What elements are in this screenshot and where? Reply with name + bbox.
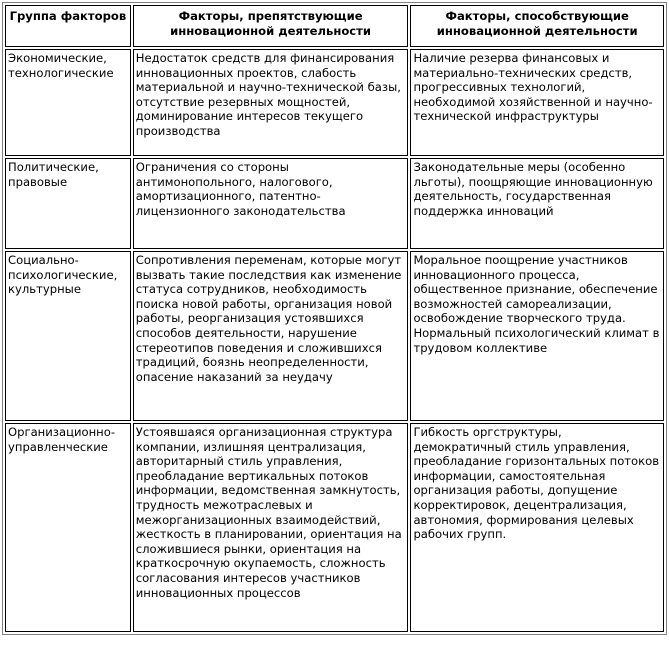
group-cell: Социально-психологические, культурные bbox=[5, 251, 131, 421]
table-row-social bbox=[5, 251, 664, 421]
group-cell: Политические, правовые bbox=[5, 158, 131, 249]
header-row bbox=[5, 5, 664, 47]
impeding-cell: Недостаток средств для финансирования инновационных проектов, слабость материальной и научно-технической базы, отсутствие резервных мощностей, доминирование интересов текущего производства bbox=[133, 49, 409, 156]
header-impeding: Факторы, препятствующие инновационной деятельности bbox=[133, 5, 409, 47]
impeding-cell: Ограничения со стороны антимонопольного, налогового, амортизационного, патентно-лицензионного законодательства bbox=[133, 158, 409, 249]
promoting-cell: Гибкость оргструктуры, демократичный стиль управления, преобладание горизонтальных потоков информации, самостоятельная организация работы, допущение корректировок, децентрализация, автономия, формирования целевых рабочих групп. bbox=[410, 423, 664, 632]
table-row-organizational bbox=[5, 423, 664, 632]
group-cell: Организационно-управленческие bbox=[5, 423, 131, 632]
group-cell: Экономические, технологические bbox=[5, 49, 131, 156]
promoting-cell: Наличие резерва финансовых и материально-технических средств, прогрессивных технологий, необходимой хозяйственной и научно-технической инфраструктуры bbox=[410, 49, 664, 156]
promoting-cell: Моральное поощрение участников инновационного процесса, общественное признание, обеспечение возможностей самореализации, освобождение творческого труда. Нормальный психологический климат в трудовом коллективе bbox=[410, 251, 664, 421]
promoting-cell: Законодательные меры (особенно льготы), поощряющие инновационную деятельность, государственная поддержка инноваций bbox=[410, 158, 664, 249]
factors-table-container bbox=[2, 2, 667, 635]
impeding-cell: Сопротивления переменам, которые могут вызвать такие последствия как изменение статуса сотрудников, необходимость поиска новой работы, организация новой работы, реорганизация устоявшихся способов деятельности, нарушение стереотипов поведения и сложившихся традиций, боязнь неопределенности, опасение наказаний за неудачу bbox=[133, 251, 409, 421]
impeding-cell: Устоявшаяся организационная структура компании, излишняя централизация, авторитарный стиль управления, преобладание вертикальных потоков информации, ведомственная замкнутость, трудность межотраслевых и межорганизационных взаимодействий, жесткость в планировании, ориентация на сложившиеся рынки, ориентация на краткосрочную окупаемость, сложность согласования интересов участников инновационных процессов bbox=[133, 423, 409, 632]
header-group: Группа факторов bbox=[5, 5, 131, 47]
table-row-political bbox=[5, 158, 664, 249]
header-promoting: Факторы, способствующие инновационной деятельности bbox=[410, 5, 664, 47]
factors-table bbox=[2, 2, 667, 635]
table-row-economic bbox=[5, 49, 664, 156]
